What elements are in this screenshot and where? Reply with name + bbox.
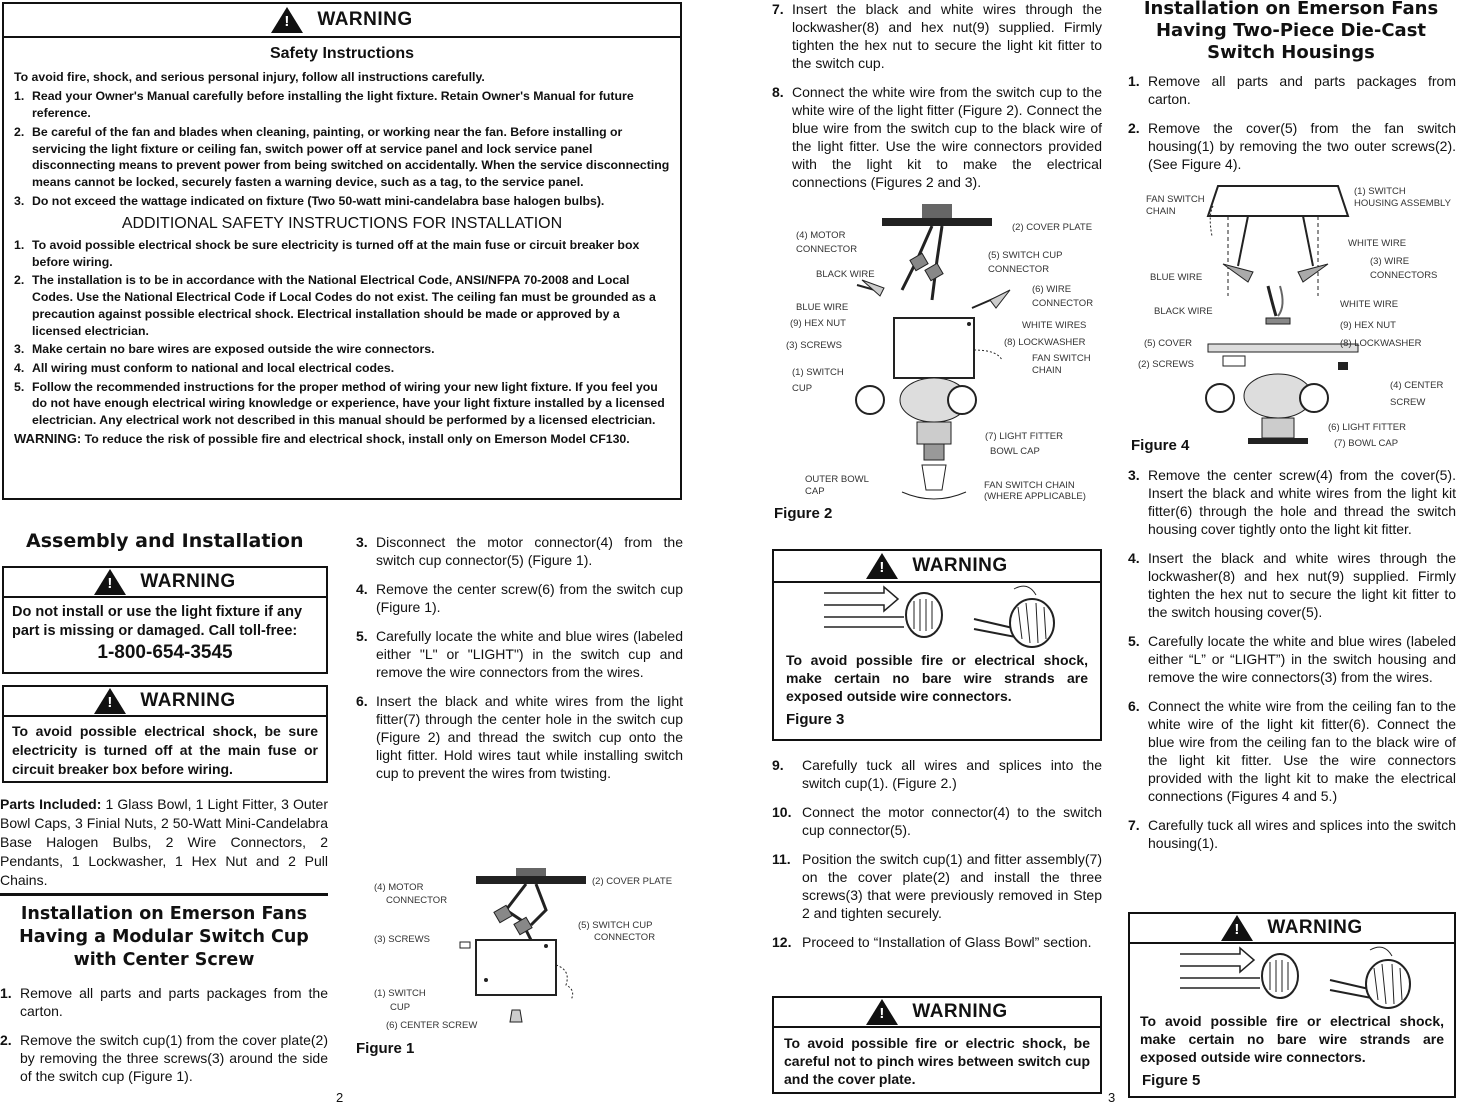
bare-wire-warning-fig3: ! WARNING To avoid possible fire or electrical shock, make certain no bare wire strands are exposed outside wire connectors. Figure 3 (772, 549, 1102, 741)
fig4-label: CONNECTORS (1370, 270, 1438, 281)
fig2-label: WHITE WIRES (1022, 320, 1087, 331)
figure-5-label: Figure 5 (1142, 1072, 1201, 1089)
switch-cup (476, 940, 556, 995)
fig4-label: SCREW (1390, 397, 1426, 408)
fig2-label: CONNECTOR (988, 264, 1050, 275)
fig1-label: CONNECTOR (386, 895, 448, 906)
fig4-label: (8) LOCKWASHER (1340, 338, 1422, 349)
fig4-label: (1) SWITCH (1354, 186, 1406, 197)
fig2-label: CUP (792, 383, 813, 394)
fig2-label: (2) COVER PLATE (1012, 222, 1093, 233)
fig2-label: CONNECTOR (1032, 298, 1094, 309)
additional-item: 5. Follow the recommended instructions for the proper method of wiring your new light fixture. If you feel you do not have enough electrical wiring knowledge or experience, have your light fixture installed by a licensed electrician. Any electrical work not described in this manual should be performed by a licensed electrician. (14, 379, 665, 428)
shock-warning: ! WARNING To avoid possible electrical shock, be sure electricity is turned off at the main fuse or circuit breaker box before wiring. (2, 685, 328, 783)
fig2-label: (3) SCREWS (786, 340, 842, 351)
safety-item: 1. Read your Owner's Manual carefully before installing the light fixture. Retain Owner's Manual for future reference. (14, 89, 634, 121)
toll-free-phone: 1-800-654-3545 (97, 642, 233, 663)
fig2-label: (8) LOCKWASHER (1004, 337, 1086, 348)
two-piece-section-title: Installation on Emerson Fans Having Two-Piece Die-Cast Switch Housings (1143, 0, 1439, 63)
warning-title: WARNING (317, 9, 413, 30)
fig1-label: (5) SWITCH CUP (578, 920, 653, 931)
warning-triangle-icon (94, 569, 126, 595)
safety-intro: To avoid fire, shock, and serious personal injury, follow all instructions carefully. (14, 69, 485, 84)
modular-steps-4: 9. Carefully tuck all wires and splices into the switch cup(1). (Figure 2.) 10. Connect the motor connector(4) to the switch cup connector(5). 11. Position the switch cup(1) and fitter assembly(7) on the cover plate(2) and install the three screws(3) that were previously removed in Step 2 and tighten securely. 12. Proceed to “Installation of Glass Bowl” section. (772, 757, 1102, 950)
two-piece-steps-1: 1. Remove all parts and parts packages from carton. 2. Remove the cover(5) from the fan switch housing(1) by removing the two outer screws(2). (See Figure 4). (1128, 73, 1456, 172)
fig1-label: (1) SWITCH (374, 988, 426, 999)
safety-warning-box (2, 2, 682, 500)
fig2-label: (9) HEX NUT (790, 318, 846, 329)
fig1-label: CUP (390, 1002, 411, 1013)
shock-warning-text: To avoid possible electrical shock, be sure electricity is turned off at the main fuse or circuit breaker box before wiring. (12, 723, 318, 777)
fig2-label: BLACK WIRE (816, 269, 875, 280)
fig2-label: (7) LIGHT FITTER (985, 431, 1063, 442)
fig2-label: CHAIN (1032, 365, 1062, 376)
figure-4-label: Figure 4 (1131, 437, 1190, 454)
fig2-label: (4) MOTOR (796, 230, 846, 241)
fig2-label: CAP (805, 486, 825, 497)
fig2-label: (6) WIRE (1032, 284, 1072, 295)
fig1-label: (6) CENTER SCREW (386, 1020, 478, 1031)
fig2-label: (1) SWITCH (792, 367, 844, 378)
modular-section-title: Installation on Emerson Fans Having a Modular Switch Cup with Center Screw (19, 904, 309, 970)
fig4-label: HOUSING ASSEMBLY (1354, 198, 1451, 209)
warning-triangle-icon (94, 688, 126, 714)
missing-parts-text: Do not install or use the light fixture if any part is missing or damaged. Call toll-free: (12, 604, 303, 639)
fig4-label: (7) BOWL CAP (1334, 438, 1399, 449)
warning-triangle-icon (271, 7, 303, 33)
fig4-label: (9) HEX NUT (1340, 320, 1396, 331)
modular-steps-2: 3. Disconnect the motor connector(4) from the switch cup connector(5) (Figure 1). 4. Remove the center screw(6) from the switch cup (Figure 1). 5. Carefully locate the white and blue wires (labeled either "L" or "LIGHT") in the switch cup and remove the wire connectors from the wires. 6. Insert the black and white wires from the light fitter(7) through the center hole in the switch cup (Figure 2) and thread the switch cup onto the light fitter. Hold wires taut while installing switch cup to prevent the wires from twisting. (356, 534, 683, 781)
figure-3-label: Figure 3 (786, 711, 845, 728)
bare-wire-warning-text: To avoid possible fire or electrical shock, make certain no bare wire strands are exposed outside wire connectors. (1140, 1013, 1444, 1065)
fig2-label: CONNECTOR (796, 244, 858, 255)
fig4-label: WHITE WIRE (1348, 238, 1407, 249)
fig2-label: (5) SWITCH CUP (988, 250, 1063, 261)
figure-2-diagram (772, 200, 1102, 510)
bare-wire-warning-text: To avoid possible fire or electrical shock, make certain no bare wire strands are exposed outside wire connectors. (786, 652, 1088, 704)
assembly-title: Assembly and Installation (26, 530, 304, 552)
fig4-label: (3) WIRE (1370, 256, 1410, 267)
fig1-label: (3) SCREWS (374, 934, 430, 945)
additional-item: 3. Make certain no bare wires are exposed outside the wire connectors. (14, 342, 435, 357)
fig4-label: BLUE WIRE (1150, 272, 1203, 283)
fig4-label: (2) SCREWS (1138, 359, 1194, 370)
parts-included: Parts Included: 1 Glass Bowl, 1 Light Fitter, 3 Outer Bowl Caps, 3 Finial Nuts, 2 50-Watt Mini-Candelabra Base Halogen Bulbs, 2 Wire Connectors, 2 Pendants, 1 Lockwasher, 1 Hex Nut and 2 Pull Chains. (0, 796, 328, 888)
fig4-label: FAN SWITCH (1146, 194, 1205, 205)
modular-steps-3: 7. Insert the black and white wires through the lockwasher(8) and hex nut(9) supplied. Firmly tighten the hex nut to secure the light kit fitter to the switch cup. 8. Connect the white wire from the switch cup to the white wire of the light fitter (Figure 2). Connect the blue wire from the switch cup to the black wire of the light fitter. Use the wire connectors provided with the light kit to make the electrical connections (Figures 2 and 3). (772, 1, 1102, 190)
two-piece-steps-2: 3. Remove the center screw(4) from the cover(5). Insert the black and white wires from the light kit fitter(6) through the hole and thread the switch housing cover tightly onto the light kit fitter. 4. Insert the black and white wires through the lockwasher(8) and hex nut(9) supplied. Firmly tighten the hex nut to secure the light kit fitter to the switch housing cover(5). 5. Carefully locate the white and blue wires (labeled either “L” or “LIGHT”) in the switch housing and remove the wire connectors(3) from the wires. 6. Connect the white wire from the ceiling fan to the white wire of the light kit fitter(6). Connect the blue wire from the ceiling fan to the black wire of the light kit fitter. Use the wire connectors provided with the light kit to make the electrical connections (Figures 4 and 5.) 7. Carefully tuck all wires and splices into the switch housing(1). (1128, 467, 1456, 851)
figure-1-diagram (356, 850, 686, 1040)
warning-header (4, 4, 680, 38)
figure-1-label: Figure 1 (356, 1040, 415, 1057)
pinch-warning: ! WARNING To avoid possible fire or electric shock, be careful not to pinch wires between switch cup and the cover plate. (772, 996, 1102, 1094)
missing-parts-warning: ! WARNING Do not install or use the light fixture if any part is missing or damaged. Call toll-free: 1-800-654-3545 (2, 566, 328, 674)
final-warning: WARNING: To reduce the risk of possible fire and electrical shock, install only on Emerson Model CF130. (14, 430, 630, 446)
fig2-label: FAN SWITCH (1032, 353, 1091, 364)
bare-wire-warning-fig5: ! WARNING To avoid possible fire or electrical shock, make certain no bare wire strands are exposed outside wire connectors. Figure 5 (1128, 912, 1456, 1098)
warning-triangle-icon (866, 553, 898, 579)
additional-item: 4. All wiring must conform to national and local electrical codes. (14, 360, 395, 375)
fig2-label: BLUE WIRE (796, 302, 849, 313)
fig4-label: WHITE WIRE (1340, 299, 1399, 310)
wire-connector-icon (774, 583, 1100, 649)
pinch-warning-text: To avoid possible fire or electric shock, be careful not to pinch wires between switch cup and the cover plate. (784, 1035, 1090, 1087)
fig1-label: CONNECTOR (594, 932, 656, 943)
fig4-label: (5) COVER (1144, 338, 1193, 349)
fig2-label: OUTER BOWL (805, 474, 869, 485)
modular-steps-1: 1. Remove all parts and parts packages from the carton. 2. Remove the switch cup(1) from the cover plate(2) by removing the three screws(3) around the side of the switch cup (Figure 1). (0, 985, 328, 1084)
additional-item: 1. To avoid possible electrical shock be sure electricity is turned off at the main fuse or circuit breaker box before wiring. (14, 238, 640, 269)
cover-plate (476, 876, 586, 884)
fig4-label: CHAIN (1146, 206, 1176, 217)
page-number-left: 2 (336, 1090, 344, 1105)
safety-item: 3. Do not exceed the wattage indicated on fixture (Two 50-watt mini-candelabra base halogen bulbs). (14, 193, 605, 208)
warning-triangle-icon (1221, 915, 1253, 941)
fig4-label: (6) LIGHT FITTER (1328, 422, 1406, 433)
page-number-right: 3 (1108, 1090, 1116, 1105)
safety-item: 2. Be careful of the fan and blades when cleaning, painting, or working near the fan. Before installing or servicing the light fixture or ceiling fan, switch power off at service panel and lock service panel disconnecting means to prevent power from being switched on accidentally. When the service disconnecting means cannot be locked, securely fasten a warning device, such as a tag, to the service panel. (14, 124, 670, 189)
figure-2-label: Figure 2 (774, 505, 833, 522)
warning-triangle-icon (866, 999, 898, 1025)
fig4-label: BLACK WIRE (1154, 306, 1213, 317)
section-divider (0, 893, 328, 896)
figure-4-diagram (1128, 176, 1458, 452)
wire-connector-icon (1130, 944, 1454, 1010)
fig2-label: BOWL CAP (990, 446, 1040, 457)
fig1-label: (2) COVER PLATE (592, 876, 673, 887)
fig2-label: (WHERE APPLICABLE) (984, 491, 1086, 502)
safety-instructions-title: Safety Instructions (269, 45, 415, 62)
additional-safety-title: ADDITIONAL SAFETY INSTRUCTIONS FOR INSTALLATION (121, 215, 563, 233)
fig4-label: (4) CENTER (1390, 380, 1444, 391)
fig2-label: FAN SWITCH CHAIN (984, 480, 1075, 491)
fig1-label: (4) MOTOR (374, 882, 424, 893)
additional-item: 2. The installation is to be in accordance with the National Electrical Code, ANSI/NFPA 70-2008 and Local Codes. Use the National Electrical Code if Local Codes do not exist. The ceiling fan must be grounded as a precaution against possible electrical shock. Electrical installation should be made or approved by a licensed electrician. (14, 273, 656, 338)
